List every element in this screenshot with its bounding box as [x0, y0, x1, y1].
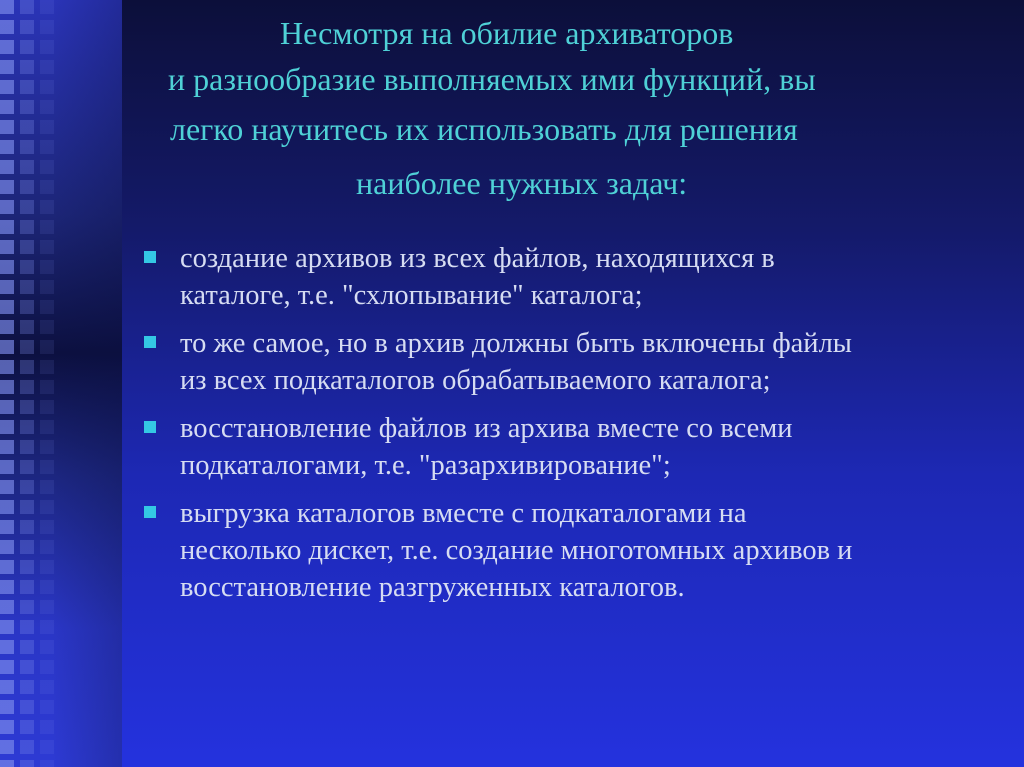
bullet-line: из всех подкаталогов обрабатываемого каталога; — [180, 365, 771, 396]
list-item — [140, 325, 1010, 399]
square-bullet-icon — [144, 336, 156, 348]
bullet-line: создание архивов из всех файлов, находящихся в — [180, 243, 775, 274]
square-bullet-icon — [144, 506, 156, 518]
list-item — [140, 240, 1010, 314]
bullet-line: восстановление разгруженных каталогов. — [180, 572, 685, 603]
square-pattern — [0, 0, 14, 767]
bullet-line: подкаталогами, т.е. "разархивирование"; — [180, 450, 671, 481]
decorative-left-strip — [0, 0, 122, 767]
bullet-line: выгрузка каталогов вместе с подкаталогами на — [180, 498, 747, 529]
square-pattern — [20, 0, 34, 767]
title-line: и разнообразие выполняемых ими функций, вы — [168, 61, 816, 97]
bullet-line: каталоге, т.е. "схлопывание" каталога; — [180, 280, 643, 311]
title-line: наиболее нужных задач: — [356, 165, 688, 201]
bullet-line: несколько дискет, т.е. создание многотомных архивов и — [180, 535, 853, 566]
square-bullet-icon — [144, 421, 156, 433]
title-line: Несмотря на обилие архиваторов — [280, 15, 734, 51]
strip-fade — [52, 0, 122, 767]
square-bullet-icon — [144, 251, 156, 263]
list-item — [140, 410, 1010, 484]
bullet-line: то же самое, но в архив должны быть включены файлы — [180, 328, 852, 359]
bullet-list — [140, 240, 1010, 617]
title-line: легко научитесь их использовать для решения — [170, 111, 798, 147]
bullet-line: восстановление файлов из архива вместе со всеми — [180, 413, 793, 444]
list-item — [140, 495, 1010, 606]
